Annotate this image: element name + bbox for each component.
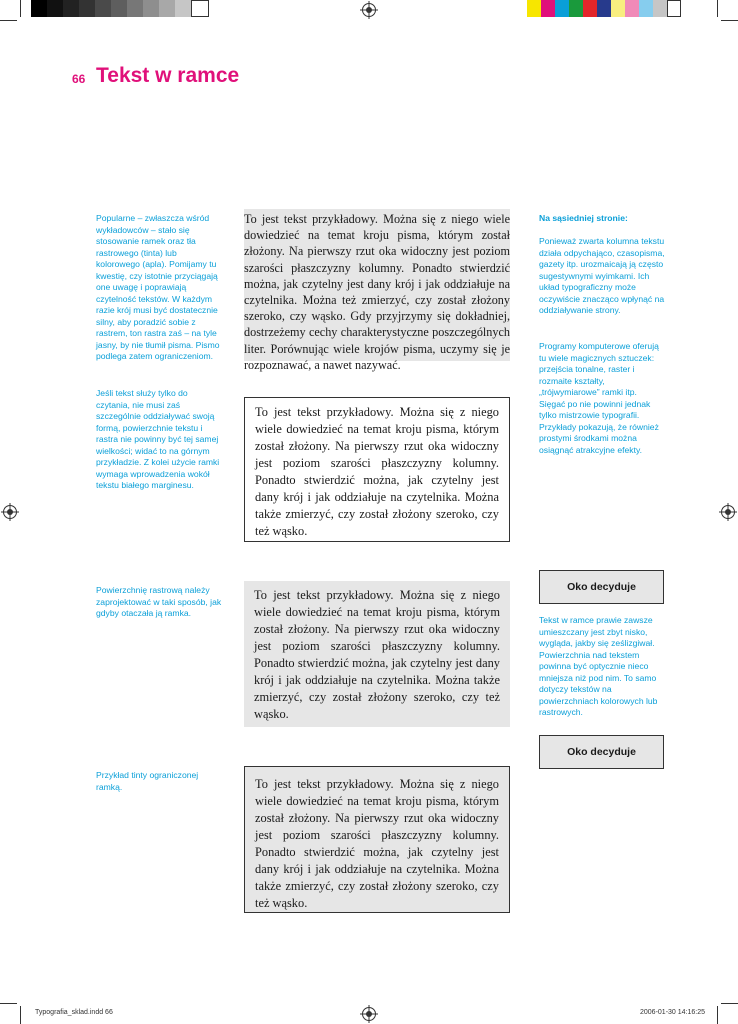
crop-mark-icon (717, 1006, 718, 1024)
registration-mark-icon (362, 3, 376, 17)
right-note-1: Ponieważ zwarta kolumna tekstu działa odpychająco, czasopisma, gazety itp. urozmaicają ją często sugestywnymi wyimkami. Ich układ typograficzny może oczywiście znacząco wpłynąć na oddziaływanie strony. (539, 236, 665, 315)
right-heading: Na sąsiedniej stronie: (539, 213, 628, 223)
registration-mark-icon (3, 505, 17, 519)
registration-mark-icon (721, 505, 735, 519)
crop-mark-icon (0, 20, 17, 21)
left-note-1: Popularne – zwłaszcza wśród wykładowców – stało się stosowanie ramek oraz tła rastrowego (tinta) lub kolorowego (apla). Pomijamy tu kwestię, czy istotnie przyciągają one uwagę i poprawiają czytelność tekstów. W każdym razie krój musi być dostatecznie silny, aby poradzić sobie z rastrem, ton rastra zaś – na tyle jasny, by nie tłumił pisma. Pismo podlega zatem ograniczeniom. (96, 213, 220, 361)
left-note-4: Przykład tinty ograniczonej ramką. (96, 770, 199, 792)
crop-mark-icon (20, 0, 21, 17)
sample-text-tint-padded: To jest tekst przykładowy. Można się z niego wiele dowiedzieć na temat kroju pisma, którym został złożony. Na pierwszy rzut oka widoczny jest poziom szarości płaszczyzny kolumny. Ponadto stwierdzić można, jak czytelny jest dany krój i jak oddziałuje na czytelnika. Można także zmierzyć, czy został złożony szeroko, czy też wąsko. (244, 581, 510, 727)
page-title: Tekst w ramce (96, 64, 240, 87)
crop-mark-icon (20, 1006, 21, 1024)
footer-timestamp: 2006-01-30 14:16:25 (640, 1009, 705, 1016)
crop-mark-icon (721, 1003, 738, 1004)
right-note-2: Programy komputerowe oferują tu wiele magicznych sztuczek: przejścia tonalne, raster i rozmaite kształty, „trójwymiarowe” ramki itp. Sięgać po nie powinni jednak tylko mistrzowie typografii. Przykłady pokazują, że również prostymi środkami można osiągnąć atrakcyjne efekty. (539, 341, 659, 455)
crop-mark-icon (717, 0, 718, 17)
sample-text-tint: To jest tekst przykładowy. Można się z niego wiele dowiedzieć na temat kroju pisma, którym został złożony. Na pierwszy rzut oka widoczny jest poziom szarości płaszczyzny kolumny. Ponadto stwierdzić można, jak czytelny jest dany krój i jak oddziałuje na czytelnika. Można też zmierzyć, czy został złożony szeroko, czy wąsko. Gdy przyjrzymy się dokładniej, dostrzeżemy cechy charakterystyczne poszczególnych liter. Porównując wiele krojów pisma, uczymy się je rozpoznawać, a nawet nazywać. (244, 209, 510, 361)
page-number: 66 (72, 72, 86, 86)
registration-mark-icon (362, 1007, 376, 1021)
crop-mark-icon (721, 20, 738, 21)
sample-text-frame: To jest tekst przykładowy. Można się z niego wiele dowiedzieć na temat kroju pisma, którym został złożony. Na pierwszy rzut oka widoczny jest poziom szarości płaszczyzny kolumny. Ponadto stwierdzić można, jak czytelny jest dany krój i jak oddziałuje na czytelnika. Można także zmierzyć, czy został złożony szeroko, czy też wąsko. (244, 397, 510, 542)
right-note-3: Tekst w ramce prawie zawsze umieszczany jest zbyt nisko, wygląda, jakby się ześlizgiwał. Powierzchnia nad tekstem powinna być optycznie nieco mniejsza niż pod nim. To samo dotyczy tekstów na powierzchniach kolorowych lub rastrowych. (539, 615, 658, 717)
crop-mark-icon (0, 1003, 17, 1004)
sample-text-tint-frame: To jest tekst przykładowy. Można się z niego wiele dowiedzieć na temat kroju pisma, którym został złożony. Na pierwszy rzut oka widoczny jest poziom szarości płaszczyzny kolumny. Ponadto stwierdzić można, jak czytelny jest dany krój i jak oddziałuje na czytelnika. Można także zmierzyć, czy został złożony szeroko, czy też wąsko. (244, 766, 510, 913)
footer-filename: Typografia_sklad.indd 66 (35, 1009, 113, 1016)
oko-decyduje-box-2: Oko decyduje (539, 735, 664, 769)
left-note-3: Powierzchnię rastrową należy zaprojektować w taki sposób, jak gdyby otaczała ją ramka. (96, 585, 222, 618)
oko-decyduje-box-1: Oko decyduje (539, 570, 664, 604)
left-note-2: Jeśli tekst służy tylko do czytania, nie musi zaś szczególnie oddziaływać swoją formą, powierzchnie tekstu i rastra nie powinny być tej samej wielkości; widać to na górnym przykładzie. Z kolei użycie ramki wymaga wprowadzenia wokół tekstu białego marginesu. (96, 388, 220, 490)
